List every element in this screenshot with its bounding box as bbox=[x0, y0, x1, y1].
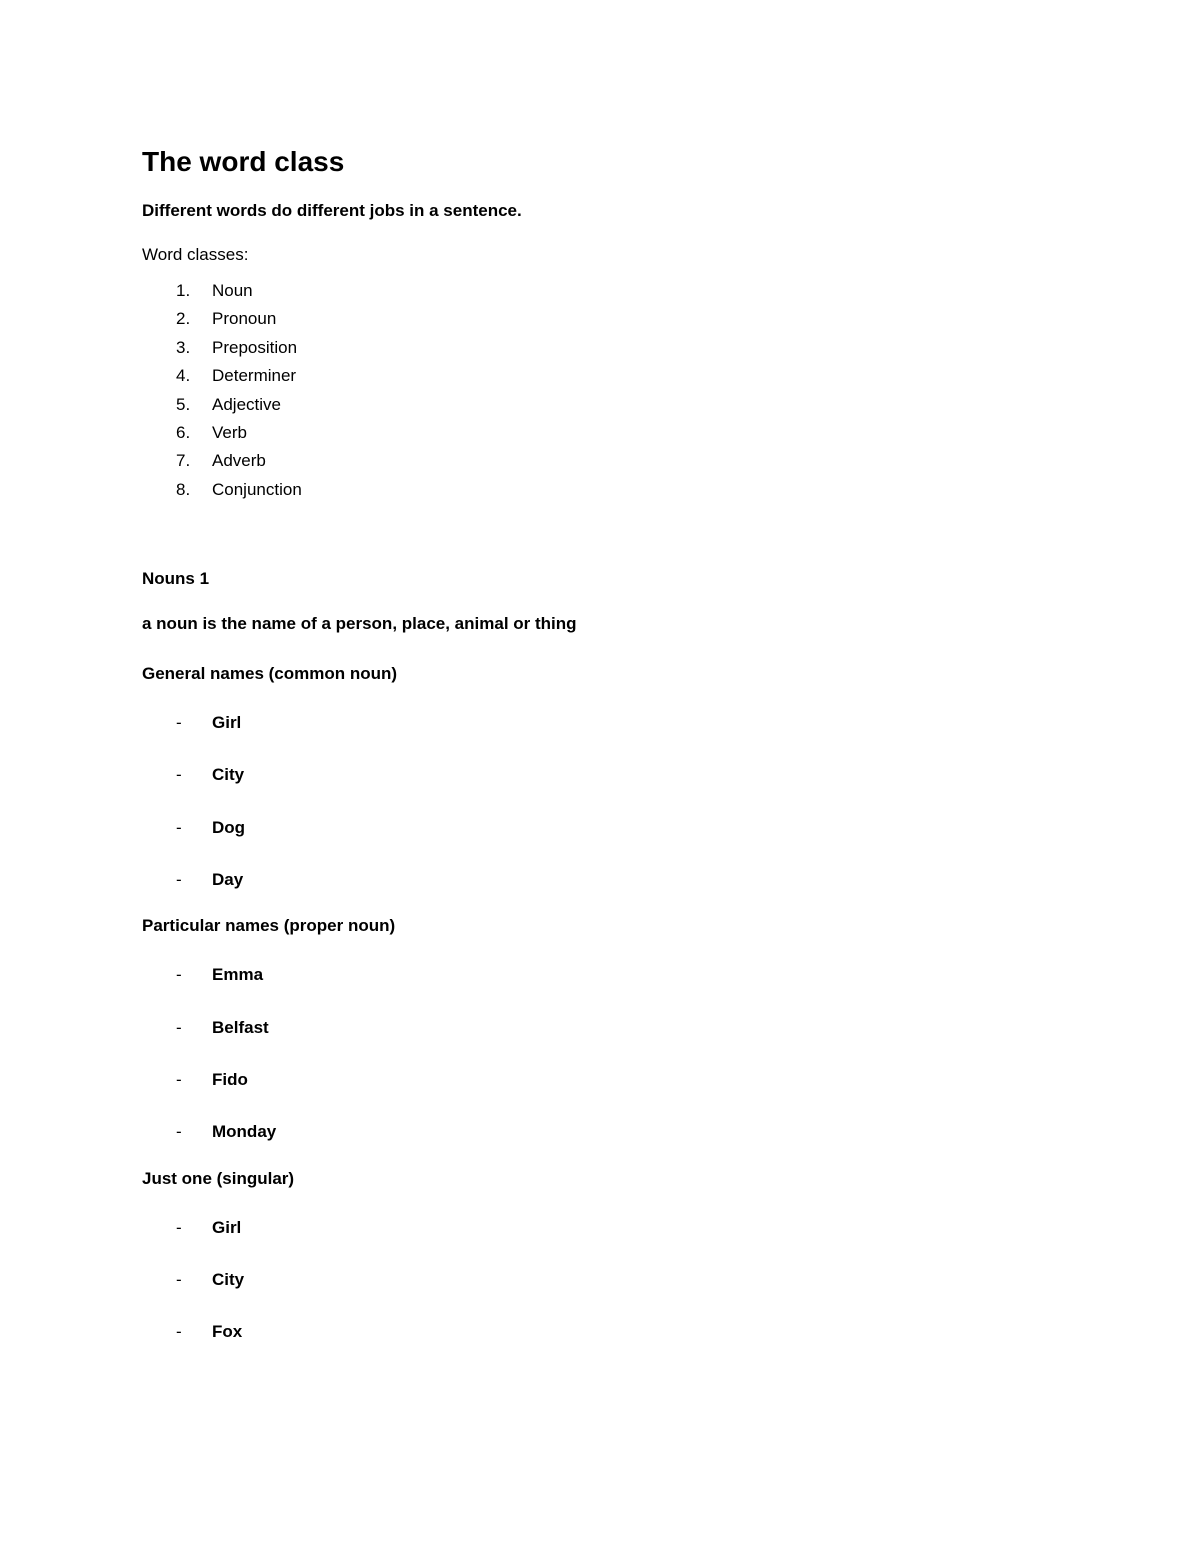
list-item bbox=[142, 1251, 1062, 1303]
list-item bbox=[142, 305, 1062, 333]
document-subtitle: Different words do different jobs in a sentence. bbox=[142, 201, 522, 220]
dash-bullet: - bbox=[176, 870, 182, 890]
list-number: 6. bbox=[176, 422, 191, 442]
list-number: 7. bbox=[176, 451, 191, 471]
list-item bbox=[142, 1051, 1062, 1103]
list-item-label: Adverb bbox=[212, 451, 266, 471]
common-noun-list bbox=[142, 694, 1062, 903]
dash-bullet: - bbox=[176, 1122, 182, 1142]
dash-bullet: - bbox=[176, 765, 182, 785]
document-content bbox=[142, 144, 1062, 1355]
list-item bbox=[142, 946, 1062, 998]
list-item-label: Girl bbox=[212, 713, 242, 733]
list-item-label: Dog bbox=[212, 817, 246, 837]
list-number: 2. bbox=[176, 309, 191, 329]
list-item bbox=[142, 334, 1062, 362]
list-item-label: Preposition bbox=[212, 337, 298, 357]
list-item bbox=[142, 1303, 1062, 1355]
singular-noun-list bbox=[142, 1199, 1062, 1356]
noun-definition: a noun is the name of a person, place, animal or thing bbox=[142, 614, 577, 634]
list-item-label: Adjective bbox=[212, 394, 281, 414]
dash-bullet: - bbox=[176, 965, 182, 985]
list-item bbox=[142, 476, 1062, 504]
list-number: 1. bbox=[176, 281, 191, 300]
list-number: 5. bbox=[176, 394, 191, 414]
list-item bbox=[142, 391, 1062, 419]
list-item-label: City bbox=[212, 765, 245, 785]
list-item bbox=[142, 1103, 1062, 1155]
list-number: 3. bbox=[176, 337, 191, 357]
word-classes-list bbox=[142, 277, 1062, 504]
list-number: 4. bbox=[176, 366, 191, 386]
document-title: The word class bbox=[142, 146, 345, 177]
dash-bullet: - bbox=[176, 1322, 182, 1342]
list-item bbox=[142, 447, 1062, 475]
list-item-label: Fido bbox=[212, 1069, 248, 1089]
nouns-heading: Nouns 1 bbox=[142, 569, 210, 589]
list-item bbox=[142, 851, 1062, 903]
dash-bullet: - bbox=[176, 713, 182, 733]
list-item bbox=[142, 799, 1062, 851]
list-item-label: Verb bbox=[212, 422, 247, 442]
list-item-label: Day bbox=[212, 870, 244, 890]
list-item-label: Belfast bbox=[212, 1017, 269, 1037]
list-item bbox=[142, 694, 1062, 746]
list-item bbox=[142, 746, 1062, 798]
dash-bullet: - bbox=[176, 817, 182, 837]
list-item-label: Monday bbox=[212, 1122, 277, 1142]
proper-noun-heading: Particular names (proper noun) bbox=[142, 916, 396, 936]
list-item-label: Pronoun bbox=[212, 309, 277, 329]
proper-noun-list bbox=[142, 946, 1062, 1155]
singular-noun-heading: Just one (singular) bbox=[142, 1168, 295, 1188]
list-item bbox=[142, 999, 1062, 1051]
list-item bbox=[142, 1199, 1062, 1251]
list-item-label: Girl bbox=[212, 1217, 242, 1237]
list-item-label: Fox bbox=[212, 1322, 243, 1342]
list-number: 8. bbox=[176, 479, 191, 499]
dash-bullet: - bbox=[176, 1217, 182, 1237]
list-item bbox=[142, 362, 1062, 390]
dash-bullet: - bbox=[176, 1269, 182, 1289]
word-classes-label: Word classes: bbox=[142, 245, 249, 264]
dash-bullet: - bbox=[176, 1069, 182, 1089]
list-item-label: Noun bbox=[212, 281, 253, 300]
common-noun-heading: General names (common noun) bbox=[142, 664, 398, 684]
dash-bullet: - bbox=[176, 1017, 182, 1037]
list-item-label: Conjunction bbox=[212, 479, 302, 499]
list-item-label: Emma bbox=[212, 965, 264, 985]
list-item bbox=[142, 419, 1062, 447]
list-item-label: Determiner bbox=[212, 366, 297, 386]
list-item bbox=[142, 277, 1062, 305]
list-item-label: City bbox=[212, 1269, 245, 1289]
